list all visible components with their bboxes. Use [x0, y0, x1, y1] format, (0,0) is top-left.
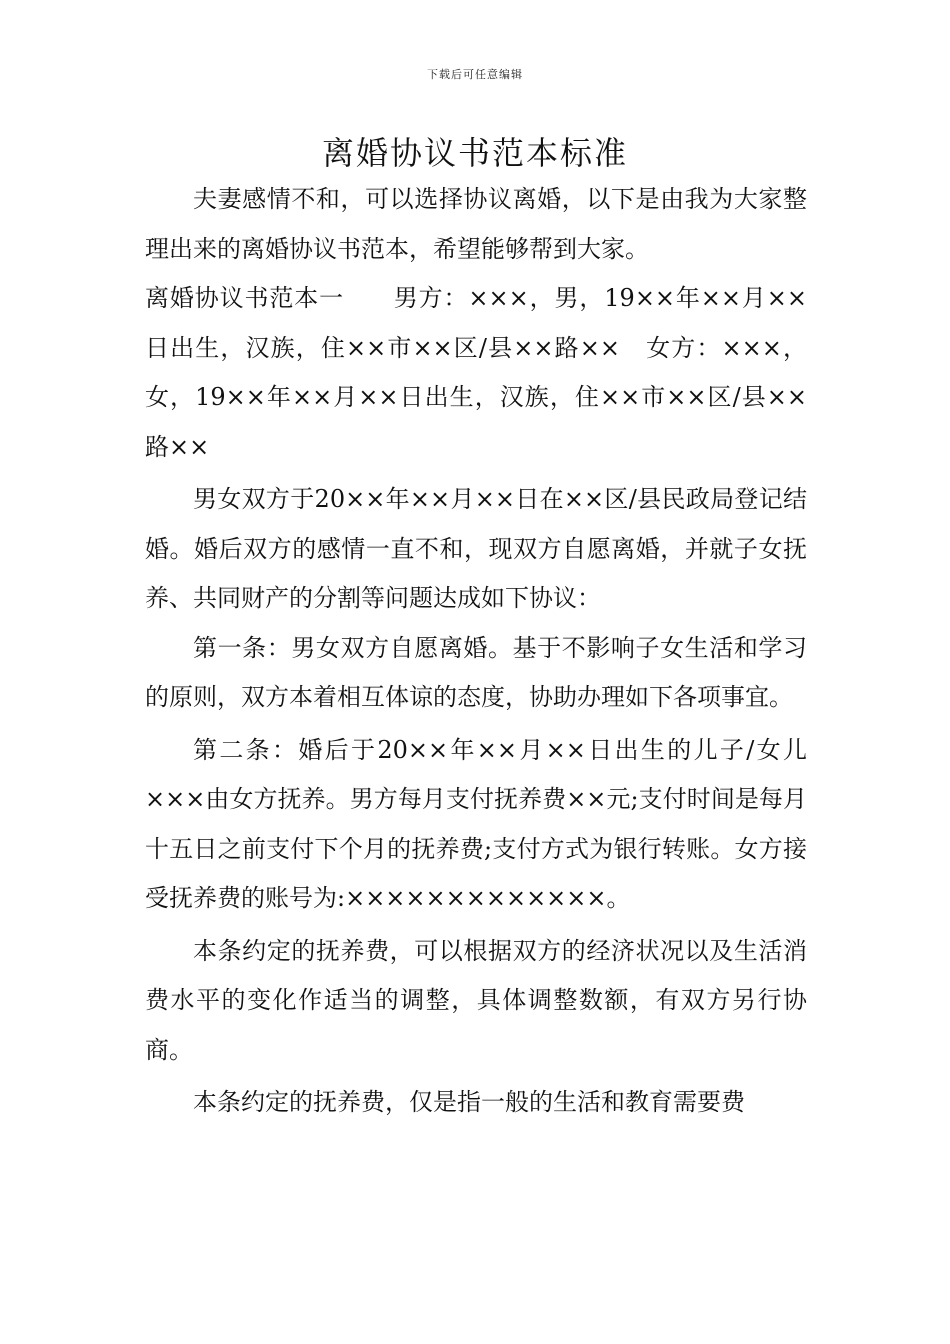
- document-body: [145, 175, 807, 1128]
- paragraph-marriage: 男女双方于20××年××月××日在××区/县民政局登记结婚。婚后双方的感情一直不和，现双方自愿离婚，并就子女抚养、共同财产的分割等问题达成如下协议：: [145, 485, 807, 612]
- paragraph-support-scope: 本条约定的抚养费，仅是指一般的生活和教育需要费: [193, 1088, 745, 1116]
- paragraph-intro: 夫妻感情不和，可以选择协议离婚，以下是由我为大家整理出来的离婚协议书范本，希望能够帮到大家。: [145, 185, 807, 263]
- paragraph-parties: 离婚协议书范本一 男方：×××，男，19××年××月××日出生，汉族，住××市××区/县××路×× 女方：×××，女，19××年××月××日出生，汉族，住××市××区/县××路××: [145, 284, 807, 461]
- paragraph-support-adjustment: 本条约定的抚养费，可以根据双方的经济状况以及生活消费水平的变化作适当的调整，具体调整数额，有双方另行协商。: [145, 936, 807, 1064]
- paragraph-article-2: 第二条：婚后于20××年××月××日出生的儿子/女儿×××由女方抚养。男方每月支付抚养费××元;支付时间是每月十五日之前支付下个月的抚养费;支付方式为银行转账。女方接受抚养费的账号为:×××××××××××××。: [145, 735, 807, 912]
- paragraph-article-1: 第一条：男女双方自愿离婚。基于不影响子女生活和学习的原则，双方本着相互体谅的态度，协助办理如下各项事宜。: [145, 633, 807, 711]
- document-title: 离婚协议书范本标准: [321, 134, 628, 172]
- header-note: 下载后可任意编辑: [427, 68, 523, 81]
